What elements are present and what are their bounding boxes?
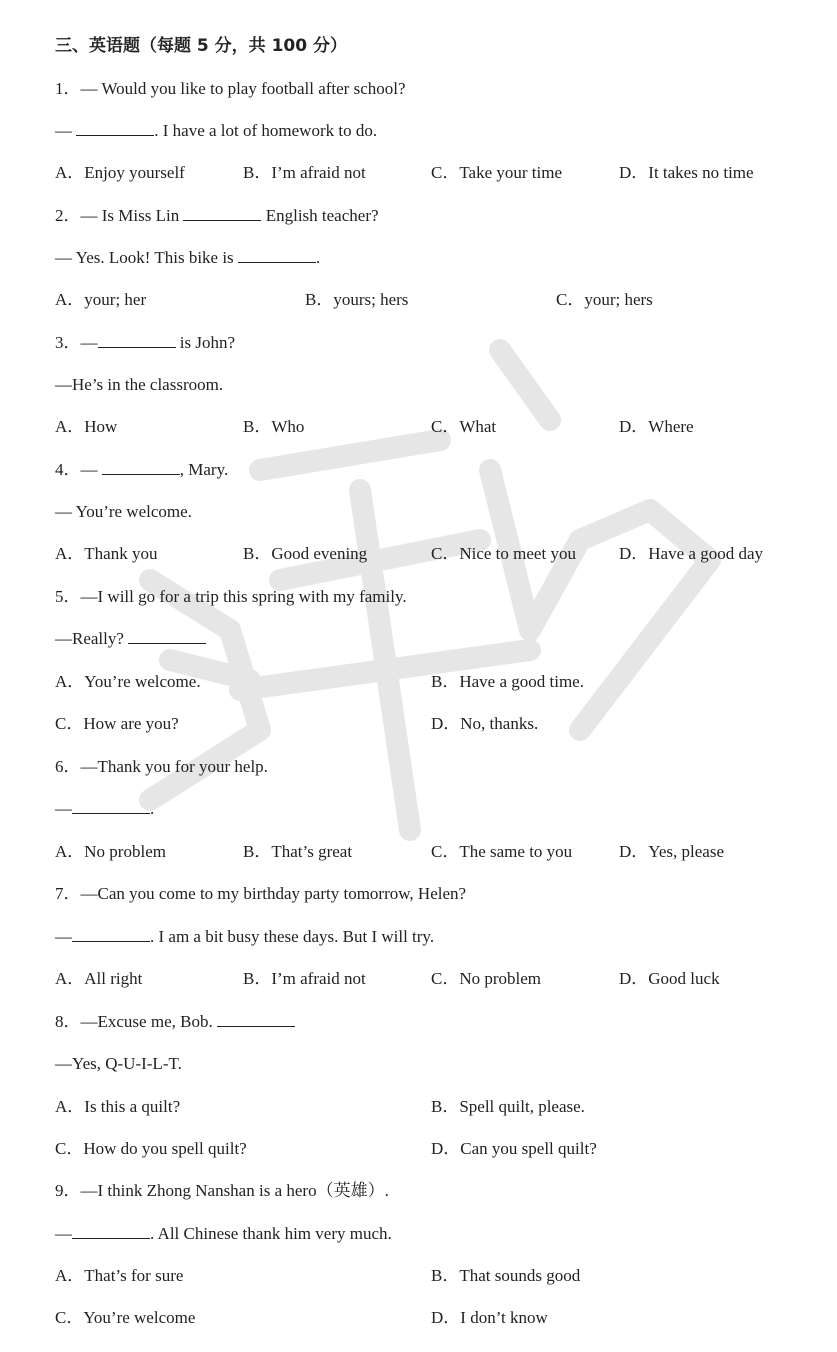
answer-blank[interactable] [183, 205, 261, 221]
reply-text-post: . I have a lot of homework to do. [154, 121, 378, 140]
question-1-option-c[interactable]: C．Take your time [431, 163, 563, 182]
question-number: 9． [55, 1181, 81, 1200]
question-8-reply: —Yes, Q-U-I-L-T. [55, 1054, 182, 1073]
question-text-pre: — Is Miss Lin [80, 206, 184, 225]
question-4-stem [55, 459, 228, 481]
answer-blank[interactable] [102, 459, 180, 475]
question-number: 6． [55, 757, 81, 776]
question-2-option-a[interactable]: A．your; her [55, 290, 147, 309]
question-9-stem [55, 1180, 389, 1202]
question-1-option-d[interactable]: D．It takes no time [619, 163, 754, 182]
answer-blank[interactable] [98, 332, 176, 348]
question-1-option-b[interactable]: B．I’m afraid not [243, 163, 366, 182]
question-3-stem [55, 332, 235, 354]
answer-blank[interactable] [217, 1011, 295, 1027]
question-4-option-b[interactable]: B．Good evening [243, 544, 368, 563]
question-3-option-b[interactable]: B．Who [243, 417, 305, 436]
question-2-stem [55, 205, 379, 227]
question-8-option-b[interactable]: B．Spell quilt, please. [431, 1097, 585, 1116]
question-7-option-b[interactable]: B．I’m afraid not [243, 969, 366, 988]
question-text: — Would you like to play football after school? [80, 79, 406, 98]
reply-text-pre: — [55, 799, 72, 818]
question-8-stem [55, 1011, 295, 1033]
question-4-reply: — You’re welcome. [55, 502, 192, 521]
question-6-option-a[interactable]: A．No problem [55, 842, 166, 861]
question-4-option-d[interactable]: D．Have a good day [619, 544, 763, 563]
reply-text-pre: — [55, 927, 72, 946]
question-9-option-a[interactable]: A．That’s for sure [55, 1266, 184, 1285]
question-1-option-a[interactable]: A．Enjoy yourself [55, 163, 185, 182]
question-number: 1． [55, 79, 81, 98]
question-number: 7． [55, 884, 81, 903]
question-3-reply: —He’s in the classroom. [55, 375, 224, 394]
question-text: —I think Zhong Nanshan is a hero（英雄）. [80, 1181, 389, 1200]
question-text-post: is John? [175, 333, 235, 352]
question-4-option-a[interactable]: A．Thank you [55, 544, 158, 563]
question-6-option-b[interactable]: B．That’s great [243, 842, 353, 861]
question-7-stem [55, 883, 466, 905]
question-number: 3． [55, 333, 81, 352]
question-text-post: English teacher? [261, 206, 379, 225]
question-number: 4． [55, 460, 81, 479]
reply-text-post: . [150, 799, 155, 818]
question-number: 5． [55, 587, 81, 606]
answer-blank[interactable] [72, 926, 150, 942]
question-9-option-d[interactable]: D．I don’t know [431, 1308, 548, 1327]
question-9-option-c[interactable]: C．You’re welcome [55, 1308, 196, 1327]
question-3-option-d[interactable]: D．Where [619, 417, 694, 436]
question-text-pre: — [80, 333, 98, 352]
question-7-reply [55, 926, 434, 948]
question-8-option-a[interactable]: A．Is this a quilt? [55, 1097, 181, 1116]
question-5-option-d[interactable]: D．No, thanks. [431, 714, 539, 733]
question-text-pre: — [80, 460, 102, 479]
reply-text-post: . I am a bit busy these days. But I will try. [150, 927, 435, 946]
reply-text-post: . [315, 248, 321, 267]
answer-blank[interactable] [72, 1223, 150, 1239]
question-7-option-a[interactable]: A．All right [55, 969, 143, 988]
question-4-option-c[interactable]: C．Nice to meet you [431, 544, 576, 563]
question-2-option-c[interactable]: C．your; hers [556, 290, 653, 309]
question-text: —Can you come to my birthday party tomorrow, Helen? [80, 884, 467, 903]
question-7-option-c[interactable]: C．No problem [431, 969, 542, 988]
question-2-reply [55, 247, 320, 269]
reply-text-pre: — [55, 1224, 72, 1243]
reply-text-pre: — [55, 121, 77, 140]
question-3-option-a[interactable]: A．How [55, 417, 118, 436]
question-6-stem [55, 756, 268, 778]
question-7-option-d[interactable]: D．Good luck [619, 969, 720, 988]
question-9-reply [55, 1223, 392, 1245]
question-5-stem [55, 586, 407, 608]
question-8-option-c[interactable]: C．How do you spell quilt? [55, 1139, 247, 1158]
section-heading: 三、英语题（每题 5 分，共 100 分） [55, 36, 347, 56]
reply-text-post: . All Chinese thank him very much. [150, 1224, 392, 1243]
question-number: 2． [55, 206, 81, 225]
question-5-reply [55, 628, 206, 650]
question-6-reply [55, 798, 154, 820]
reply-text-pre: — Yes. Look! This bike is [55, 248, 238, 267]
question-5-option-a[interactable]: A．You’re welcome. [55, 672, 201, 691]
question-1-stem [55, 78, 406, 100]
answer-blank[interactable] [76, 120, 154, 136]
question-text-pre: —Excuse me, Bob. [80, 1012, 217, 1031]
question-6-option-d[interactable]: D．Yes, please [619, 842, 724, 861]
question-9-option-b[interactable]: B．That sounds good [431, 1266, 581, 1285]
question-2-option-b[interactable]: B．yours; hers [305, 290, 409, 309]
question-text-post: , Mary. [179, 460, 229, 479]
reply-text-pre: —Really? [55, 629, 129, 648]
question-8-option-d[interactable]: D．Can you spell quilt? [431, 1139, 597, 1158]
answer-blank[interactable] [128, 628, 206, 644]
question-text: —Thank you for your help. [80, 757, 268, 776]
question-1-reply [55, 120, 377, 142]
question-3-option-c[interactable]: C．What [431, 417, 497, 436]
question-text: —I will go for a trip this spring with my family. [80, 587, 407, 606]
answer-blank[interactable] [72, 798, 150, 814]
question-6-option-c[interactable]: C．The same to you [431, 842, 573, 861]
question-5-option-c[interactable]: C．How are you? [55, 714, 179, 733]
answer-blank[interactable] [238, 247, 316, 263]
question-5-option-b[interactable]: B．Have a good time. [431, 672, 584, 691]
question-number: 8． [55, 1012, 81, 1031]
